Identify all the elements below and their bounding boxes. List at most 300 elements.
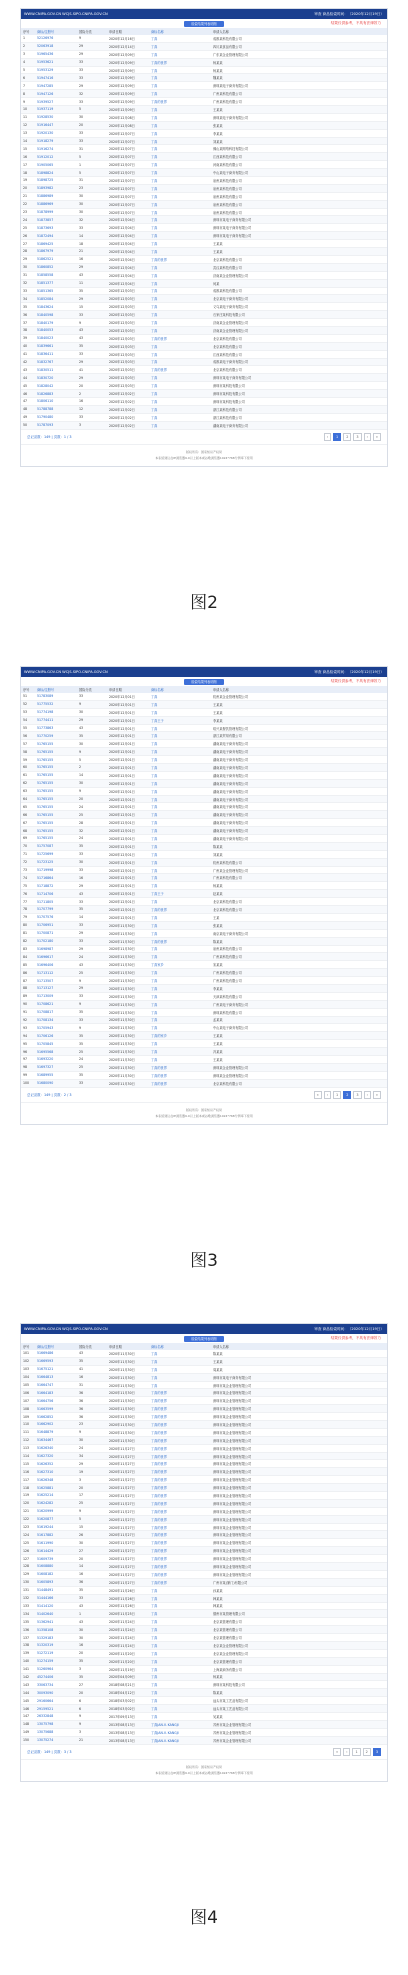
table-cell[interactable]: 51840053 xyxy=(37,328,54,333)
table-cell[interactable]: 丁真的世界 xyxy=(151,1073,167,1078)
table-row[interactable] xyxy=(21,295,387,303)
table-row[interactable] xyxy=(21,1721,387,1729)
table-cell[interactable]: 丁真 xyxy=(151,384,158,389)
table-row[interactable] xyxy=(21,1484,387,1492)
table-cell[interactable]: 丁真的世界 xyxy=(151,1462,167,1467)
table-cell[interactable]: 丁真 xyxy=(151,1359,158,1364)
table-cell[interactable]: 51862521 xyxy=(37,257,54,262)
table-cell[interactable]: 丁真 xyxy=(151,1667,158,1672)
table-cell[interactable]: 丁真 xyxy=(151,92,158,97)
table-cell[interactable]: 丁真的世界 xyxy=(151,1399,167,1404)
table-row[interactable] xyxy=(21,398,387,406)
table-row[interactable] xyxy=(21,772,387,780)
page-button[interactable]: 2 xyxy=(343,1091,351,1099)
table-cell[interactable]: 51708621 xyxy=(37,1002,54,1007)
table-row[interactable] xyxy=(21,359,387,367)
table-row[interactable] xyxy=(21,985,387,993)
table-cell[interactable]: 丁真 xyxy=(151,139,158,144)
table-cell[interactable]: 丁真 xyxy=(151,76,158,81)
table-row[interactable] xyxy=(21,1017,387,1025)
table-row[interactable] xyxy=(21,216,387,224)
table-cell[interactable]: 51609739 xyxy=(37,1556,54,1561)
table-row[interactable] xyxy=(21,1358,387,1366)
table-cell[interactable]: 51843624 xyxy=(37,304,54,309)
table-cell[interactable]: 丁真 xyxy=(151,376,158,381)
table-cell[interactable]: 51852084 xyxy=(37,296,54,301)
table-cell[interactable]: 51634467 xyxy=(37,1438,54,1443)
table-row[interactable] xyxy=(21,1587,387,1595)
table-cell[interactable]: 51713009 xyxy=(37,994,54,999)
table-cell[interactable]: 丁真的世界 xyxy=(151,257,167,262)
table-row[interactable] xyxy=(21,1500,387,1508)
column-header[interactable]: 申请人名称 xyxy=(213,688,229,692)
column-header[interactable]: 国际分类 xyxy=(79,688,92,692)
table-cell[interactable]: 51448491 xyxy=(37,1588,54,1593)
table-cell[interactable]: 丁真 xyxy=(151,1620,158,1625)
table-cell[interactable]: 51765155 xyxy=(37,797,54,802)
table-row[interactable] xyxy=(21,1437,387,1445)
table-cell[interactable]: 51765155 xyxy=(37,789,54,794)
table-cell[interactable]: 51898725 xyxy=(37,178,54,183)
table-row[interactable] xyxy=(21,938,387,946)
table-row[interactable] xyxy=(21,264,387,272)
table-row[interactable] xyxy=(21,98,387,106)
page-button[interactable]: ‹ xyxy=(324,433,331,441)
table-cell[interactable]: 51664813 xyxy=(37,1375,54,1380)
table-cell[interactable]: 51765155 xyxy=(37,781,54,786)
table-cell[interactable]: 丁真 xyxy=(151,210,158,215)
table-cell[interactable]: 51708817 xyxy=(37,1010,54,1015)
table-row[interactable] xyxy=(21,1595,387,1603)
table-cell[interactable]: 51787093 xyxy=(37,423,54,428)
table-row[interactable] xyxy=(21,1642,387,1650)
table-cell[interactable]: 51669593 xyxy=(37,1359,54,1364)
table-row[interactable] xyxy=(21,153,387,161)
table-row[interactable] xyxy=(21,114,387,122)
table-cell[interactable]: 丁真的世界 xyxy=(151,1549,167,1554)
table-cell[interactable]: 51939527 xyxy=(37,99,54,104)
table-cell[interactable]: 丁真的世界 xyxy=(151,1478,167,1483)
column-header[interactable]: 序号 xyxy=(23,1345,30,1349)
table-cell[interactable]: 51624282 xyxy=(37,1501,54,1506)
table-cell[interactable]: 51928530 xyxy=(37,115,54,120)
table-cell[interactable]: 51626340 xyxy=(37,1446,54,1451)
table-cell[interactable]: 51693220 xyxy=(37,1057,54,1062)
table-row[interactable] xyxy=(21,1579,387,1587)
table-cell[interactable]: 51765155 xyxy=(37,804,54,809)
table-cell[interactable]: 51627310 xyxy=(37,1469,54,1474)
page-button[interactable]: 1 xyxy=(333,1091,341,1099)
table-cell[interactable]: 51648879 xyxy=(37,1430,54,1435)
table-cell[interactable]: 丁真 xyxy=(151,773,158,778)
site-url[interactable]: WWW.CNIPA.GOV.CN WCJS.SIPO.CNIPA.GOV.CN xyxy=(24,12,108,16)
table-cell[interactable]: 丁真 xyxy=(151,186,158,191)
table-cell[interactable]: 丁真 xyxy=(151,710,158,715)
table-row[interactable] xyxy=(21,130,387,138)
table-cell[interactable]: 丁真 xyxy=(151,218,158,223)
table-cell[interactable]: 丁真 xyxy=(151,1636,158,1640)
table-cell[interactable]: 丁真 xyxy=(151,226,158,231)
table-row[interactable] xyxy=(21,993,387,1001)
table-cell[interactable]: 51832767 xyxy=(37,359,54,364)
table-cell[interactable]: 丁真的世界 xyxy=(151,1486,167,1491)
table-cell[interactable]: 51872494 xyxy=(37,233,54,238)
page-button[interactable]: 1 xyxy=(352,1748,360,1756)
table-row[interactable] xyxy=(21,851,387,859)
table-cell[interactable]: 丁真 xyxy=(151,107,158,112)
table-cell[interactable]: 51918279 xyxy=(37,139,54,144)
table-row[interactable] xyxy=(21,366,387,374)
table-cell[interactable]: 丁真 xyxy=(151,734,158,739)
column-header[interactable]: 国际分类 xyxy=(79,30,92,34)
table-cell[interactable]: 51696406 xyxy=(37,962,54,967)
page-button[interactable]: » xyxy=(373,1091,381,1099)
table-cell[interactable]: 丁真 xyxy=(151,1714,158,1719)
table-cell[interactable]: 丁真的世界 xyxy=(151,60,167,65)
table-cell[interactable]: 丁真 xyxy=(151,931,158,936)
table-cell[interactable]: 51714706 xyxy=(37,891,54,896)
table-row[interactable] xyxy=(21,1531,387,1539)
table-cell[interactable]: 51893982 xyxy=(37,186,54,191)
column-header[interactable]: 商标/注册号 xyxy=(37,1345,55,1349)
table-cell[interactable]: 丁真 xyxy=(151,1683,158,1688)
table-cell[interactable]: 丁真 xyxy=(151,821,158,826)
table-row[interactable] xyxy=(21,374,387,382)
column-header[interactable]: 序号 xyxy=(23,30,30,34)
column-header[interactable]: 申请日期 xyxy=(109,688,122,692)
table-row[interactable] xyxy=(21,1737,387,1745)
table-cell[interactable]: 51608182 xyxy=(37,1572,54,1577)
table-cell[interactable]: 丁真 xyxy=(151,955,158,960)
table-row[interactable] xyxy=(21,169,387,177)
table-row[interactable] xyxy=(21,890,387,898)
table-row[interactable] xyxy=(21,1626,387,1634)
table-cell[interactable]: 丁真 xyxy=(151,313,158,318)
table-cell[interactable]: 丁真 xyxy=(151,805,158,810)
table-row[interactable] xyxy=(21,1516,387,1524)
table-cell[interactable]: 丁真 xyxy=(151,265,158,270)
table-cell[interactable]: 丁真 xyxy=(151,860,158,865)
site-url[interactable]: WWW.CNIPA.GOV.CN WCJS.SIPO.CNIPA.GOV.CN xyxy=(24,1327,108,1331)
table-row[interactable] xyxy=(21,319,387,327)
table-cell[interactable]: 51860852 xyxy=(37,265,54,270)
table-cell[interactable]: 51873857 xyxy=(37,217,54,222)
table-cell[interactable]: 51953129 xyxy=(37,68,54,72)
table-cell[interactable]: 丁真 xyxy=(151,155,158,160)
page-button[interactable]: 2 xyxy=(363,1748,371,1756)
table-cell[interactable]: 51619244 xyxy=(37,1525,54,1530)
table-cell[interactable]: 51402640 xyxy=(37,1611,54,1616)
table-cell[interactable]: 51260964 xyxy=(37,1667,54,1672)
table-row[interactable] xyxy=(21,177,387,185)
table-row[interactable] xyxy=(21,240,387,248)
table-cell[interactable]: 51625214 xyxy=(37,1493,54,1498)
column-header[interactable]: 商标名称 xyxy=(151,30,164,34)
table-cell[interactable]: 51627320 xyxy=(37,1454,54,1459)
table-row[interactable] xyxy=(21,953,387,961)
table-cell[interactable]: 丁真的世界 xyxy=(151,1081,167,1086)
table-cell[interactable]: 52126976 xyxy=(37,36,54,41)
table-row[interactable] xyxy=(21,1524,387,1532)
table-cell[interactable]: 丁真的家乡 xyxy=(151,1034,167,1039)
table-row[interactable] xyxy=(21,59,387,67)
table-row[interactable] xyxy=(21,161,387,169)
table-cell[interactable]: 51947416 xyxy=(37,75,54,80)
table-cell[interactable]: 51840023 xyxy=(37,336,54,341)
table-cell[interactable]: 丁真 xyxy=(151,289,158,294)
table-cell[interactable]: 丁真 xyxy=(151,1042,158,1047)
table-cell[interactable]: 51705845 xyxy=(37,1041,54,1046)
table-row[interactable] xyxy=(21,1429,387,1437)
page-button[interactable]: « xyxy=(333,1748,341,1756)
table-cell[interactable]: 丁真 xyxy=(151,813,158,818)
table-row[interactable] xyxy=(21,1350,387,1358)
table-cell[interactable]: 51898824 xyxy=(37,170,54,175)
table-cell[interactable]: 29159521 xyxy=(37,1706,54,1711)
table-row[interactable] xyxy=(21,35,387,43)
table-row[interactable] xyxy=(21,343,387,351)
table-cell[interactable]: 丁真 xyxy=(151,84,158,89)
column-header[interactable]: 申请人名称 xyxy=(213,1345,229,1349)
table-row[interactable] xyxy=(21,106,387,114)
table-row[interactable] xyxy=(21,1445,387,1453)
table-cell[interactable]: 51765155 xyxy=(37,765,54,770)
table-row[interactable] xyxy=(21,280,387,288)
table-cell[interactable]: 丁真 xyxy=(151,399,158,404)
table-row[interactable] xyxy=(21,193,387,201)
table-cell[interactable]: 丁真的世界 xyxy=(151,1525,167,1530)
table-cell[interactable]: 51828042 xyxy=(37,383,54,388)
table-cell[interactable]: 丁真 xyxy=(151,742,158,747)
table-cell[interactable]: 51605893 xyxy=(37,1580,54,1585)
table-row[interactable] xyxy=(21,843,387,851)
table-row[interactable] xyxy=(21,882,387,890)
column-header[interactable]: 申请人名称 xyxy=(213,30,229,34)
table-cell[interactable]: 丁真的世界 xyxy=(151,1493,167,1498)
table-cell[interactable]: 丁真 xyxy=(151,694,158,699)
table-cell[interactable]: 丁真家乡 xyxy=(151,963,164,968)
table-cell[interactable]: 丁真 xyxy=(151,986,158,991)
table-cell[interactable]: 丁真的世界 xyxy=(151,1509,167,1514)
table-cell[interactable]: 丁真的世界 xyxy=(151,1517,167,1522)
page-button[interactable]: » xyxy=(373,433,381,441)
result-list-button[interactable]: 检索结果列表明细 xyxy=(184,1336,224,1342)
table-cell[interactable]: 丁真 xyxy=(151,979,158,983)
table-cell[interactable]: 丁真 xyxy=(151,163,158,168)
table-row[interactable] xyxy=(21,414,387,422)
table-row[interactable] xyxy=(21,303,387,311)
table-row[interactable] xyxy=(21,1603,387,1611)
table-cell[interactable]: 51719998 xyxy=(37,868,54,873)
table-cell[interactable]: 51947285 xyxy=(37,83,54,88)
table-cell[interactable]: 丁真 xyxy=(151,829,158,834)
table-cell[interactable]: 丁真 xyxy=(151,797,158,802)
table-row[interactable] xyxy=(21,796,387,804)
table-cell[interactable]: 丁真的世界 xyxy=(151,1541,167,1546)
table-cell[interactable]: 51851377 xyxy=(37,281,54,286)
table-cell[interactable]: 51700871 xyxy=(37,931,54,936)
table-cell[interactable]: 51765155 xyxy=(37,773,54,778)
table-cell[interactable]: 丁真 xyxy=(151,1026,158,1031)
table-row[interactable] xyxy=(21,898,387,906)
table-cell[interactable]: 51711805 xyxy=(37,899,54,904)
table-cell[interactable]: 丁真 xyxy=(151,249,158,254)
table-cell[interactable]: 51620877 xyxy=(37,1517,54,1522)
table-row[interactable] xyxy=(21,272,387,280)
table-cell[interactable]: 丁真的世界 xyxy=(151,1564,167,1569)
table-cell[interactable]: 丁真的世界 xyxy=(151,1580,167,1585)
table-cell[interactable]: 丁真 xyxy=(151,900,158,905)
table-cell[interactable]: 51953621 xyxy=(37,60,54,65)
table-cell[interactable]: 51716864 xyxy=(37,875,54,880)
table-cell[interactable]: 丁真的世界 xyxy=(151,1446,167,1451)
table-cell[interactable]: 丁真的世界 xyxy=(151,100,167,105)
table-cell[interactable]: 丁真的世界 xyxy=(151,1557,167,1562)
table-cell[interactable]: 丁真 xyxy=(151,123,158,128)
table-row[interactable] xyxy=(21,811,387,819)
table-row[interactable] xyxy=(21,1697,387,1705)
table-cell[interactable]: 丁真王子 xyxy=(151,718,164,723)
page-button[interactable]: « xyxy=(314,1091,322,1099)
table-cell[interactable]: 33063734 xyxy=(37,1682,54,1687)
table-cell[interactable]: 51663599 xyxy=(37,1406,54,1411)
table-row[interactable] xyxy=(21,224,387,232)
table-cell[interactable]: 丁真 xyxy=(151,1659,158,1664)
table-cell[interactable]: 丁真 xyxy=(151,947,158,952)
table-cell[interactable]: 丁真 xyxy=(151,1375,158,1380)
table-cell[interactable]: 丁真 xyxy=(151,171,158,176)
table-cell[interactable]: 51664756 xyxy=(37,1398,54,1403)
table-cell[interactable]: 丁真 xyxy=(151,971,158,976)
table-cell[interactable]: 51706126 xyxy=(37,1033,54,1038)
table-row[interactable] xyxy=(21,827,387,835)
table-cell[interactable]: 丁真 xyxy=(151,836,158,841)
table-cell[interactable]: 丁真 xyxy=(151,281,158,286)
table-cell[interactable]: 51765155 xyxy=(37,749,54,754)
table-cell[interactable]: 丁真 xyxy=(151,1596,158,1601)
table-cell[interactable]: 51826883 xyxy=(37,391,54,396)
table-cell[interactable]: 51620999 xyxy=(37,1509,54,1514)
table-row[interactable] xyxy=(21,803,387,811)
table-cell[interactable]: 51675121 xyxy=(37,1367,54,1372)
table-row[interactable] xyxy=(21,1453,387,1461)
table-row[interactable] xyxy=(21,1032,387,1040)
table-row[interactable] xyxy=(21,90,387,98)
table-cell[interactable]: 51329183 xyxy=(37,1635,54,1640)
table-cell[interactable]: 51626348 xyxy=(37,1477,54,1482)
table-cell[interactable]: 丁真 xyxy=(151,273,158,278)
table-row[interactable] xyxy=(21,1397,387,1405)
table-cell[interactable]: 丁真 xyxy=(151,923,158,928)
table-cell[interactable]: 51757087 xyxy=(37,844,54,849)
table-cell[interactable]: 丁真 xyxy=(151,1018,158,1023)
table-cell[interactable]: 丁真王子 xyxy=(151,892,164,897)
table-row[interactable] xyxy=(21,780,387,788)
table-cell[interactable]: 丁真的世界 xyxy=(151,907,167,912)
table-cell[interactable]: 51713127 xyxy=(37,986,54,991)
table-cell[interactable]: 丁真 xyxy=(151,352,158,357)
table-cell[interactable]: 丁真 xyxy=(151,884,158,889)
page-button[interactable]: ‹ xyxy=(324,1091,331,1099)
table-cell[interactable]: 51608880 xyxy=(37,1564,54,1569)
table-cell[interactable]: 丁真 xyxy=(151,1675,158,1680)
table-row[interactable] xyxy=(21,406,387,414)
table-cell[interactable]: 丁真 xyxy=(151,360,158,365)
table-cell[interactable]: 丁真 xyxy=(151,44,158,49)
table-cell[interactable]: 丁真 xyxy=(151,52,158,57)
column-header[interactable]: 商标名称 xyxy=(151,688,164,692)
table-row[interactable] xyxy=(21,748,387,756)
table-cell[interactable]: 丁真 xyxy=(151,68,158,73)
table-row[interactable] xyxy=(21,867,387,875)
table-cell[interactable]: 51320319 xyxy=(37,1643,54,1648)
table-row[interactable] xyxy=(21,1729,387,1737)
table-cell[interactable]: 丁真 xyxy=(151,392,158,397)
table-cell[interactable]: 丁真 xyxy=(151,115,158,120)
table-row[interactable] xyxy=(21,248,387,256)
table-cell[interactable]: 51830511 xyxy=(37,367,54,372)
table-row[interactable] xyxy=(21,201,387,209)
table-cell[interactable]: 51705943 xyxy=(37,1025,54,1030)
table-row[interactable] xyxy=(21,1492,387,1500)
column-header[interactable]: 申请日期 xyxy=(109,30,122,34)
table-row[interactable] xyxy=(21,1689,387,1697)
table-cell[interactable]: 51664747 xyxy=(37,1383,54,1387)
table-cell[interactable]: 丁真 xyxy=(151,202,158,207)
table-cell[interactable]: 丁真的世界 xyxy=(151,1065,167,1070)
table-cell[interactable]: 51773863 xyxy=(37,726,54,730)
table-cell[interactable]: 51836411 xyxy=(37,352,54,357)
table-cell[interactable]: 丁真 xyxy=(151,344,158,349)
table-cell[interactable]: 51662852 xyxy=(37,1414,54,1419)
table-cell[interactable]: 丁真 xyxy=(151,1351,158,1356)
table-cell[interactable]: 51725699 xyxy=(37,852,54,857)
table-cell[interactable]: 丁真JAN.V. KANGJI xyxy=(151,1738,179,1743)
table-cell[interactable]: 丁真 xyxy=(151,726,158,731)
table-cell[interactable]: 丁真 xyxy=(151,876,158,881)
table-row[interactable] xyxy=(21,327,387,335)
table-cell[interactable]: 丁真的世界 xyxy=(151,1501,167,1506)
table-row[interactable] xyxy=(21,1421,387,1429)
table-cell[interactable]: 51840598 xyxy=(37,312,54,317)
table-row[interactable] xyxy=(21,1705,387,1713)
table-cell[interactable]: 13075798 xyxy=(37,1722,54,1727)
column-header[interactable]: 申请日期 xyxy=(109,1345,122,1349)
table-row[interactable] xyxy=(21,1048,387,1056)
table-row[interactable] xyxy=(21,82,387,90)
table-row[interactable] xyxy=(21,693,387,701)
table-cell[interactable]: 51662902 xyxy=(37,1422,54,1427)
table-cell[interactable]: 51626352 xyxy=(37,1461,54,1466)
table-cell[interactable]: 丁真 xyxy=(151,328,158,333)
table-row[interactable] xyxy=(21,1666,387,1674)
table-cell[interactable]: 丁真 xyxy=(151,852,158,857)
table-cell[interactable]: 丁真的世界 xyxy=(151,1470,167,1475)
table-row[interactable] xyxy=(21,145,387,153)
table-cell[interactable]: 丁真 xyxy=(151,1699,158,1704)
table-cell[interactable]: 13075688 xyxy=(37,1730,54,1735)
table-cell[interactable]: 51669486 xyxy=(37,1351,54,1356)
table-cell[interactable]: 51362941 xyxy=(37,1619,54,1624)
column-header[interactable]: 商标/注册号 xyxy=(37,688,55,692)
table-cell[interactable]: 51775532 xyxy=(37,702,54,707)
table-row[interactable] xyxy=(21,288,387,296)
table-cell[interactable]: 丁真 xyxy=(151,36,158,41)
table-row[interactable] xyxy=(21,922,387,930)
table-row[interactable] xyxy=(21,732,387,740)
table-row[interactable] xyxy=(21,1634,387,1642)
table-cell[interactable]: 51718872 xyxy=(37,883,54,888)
